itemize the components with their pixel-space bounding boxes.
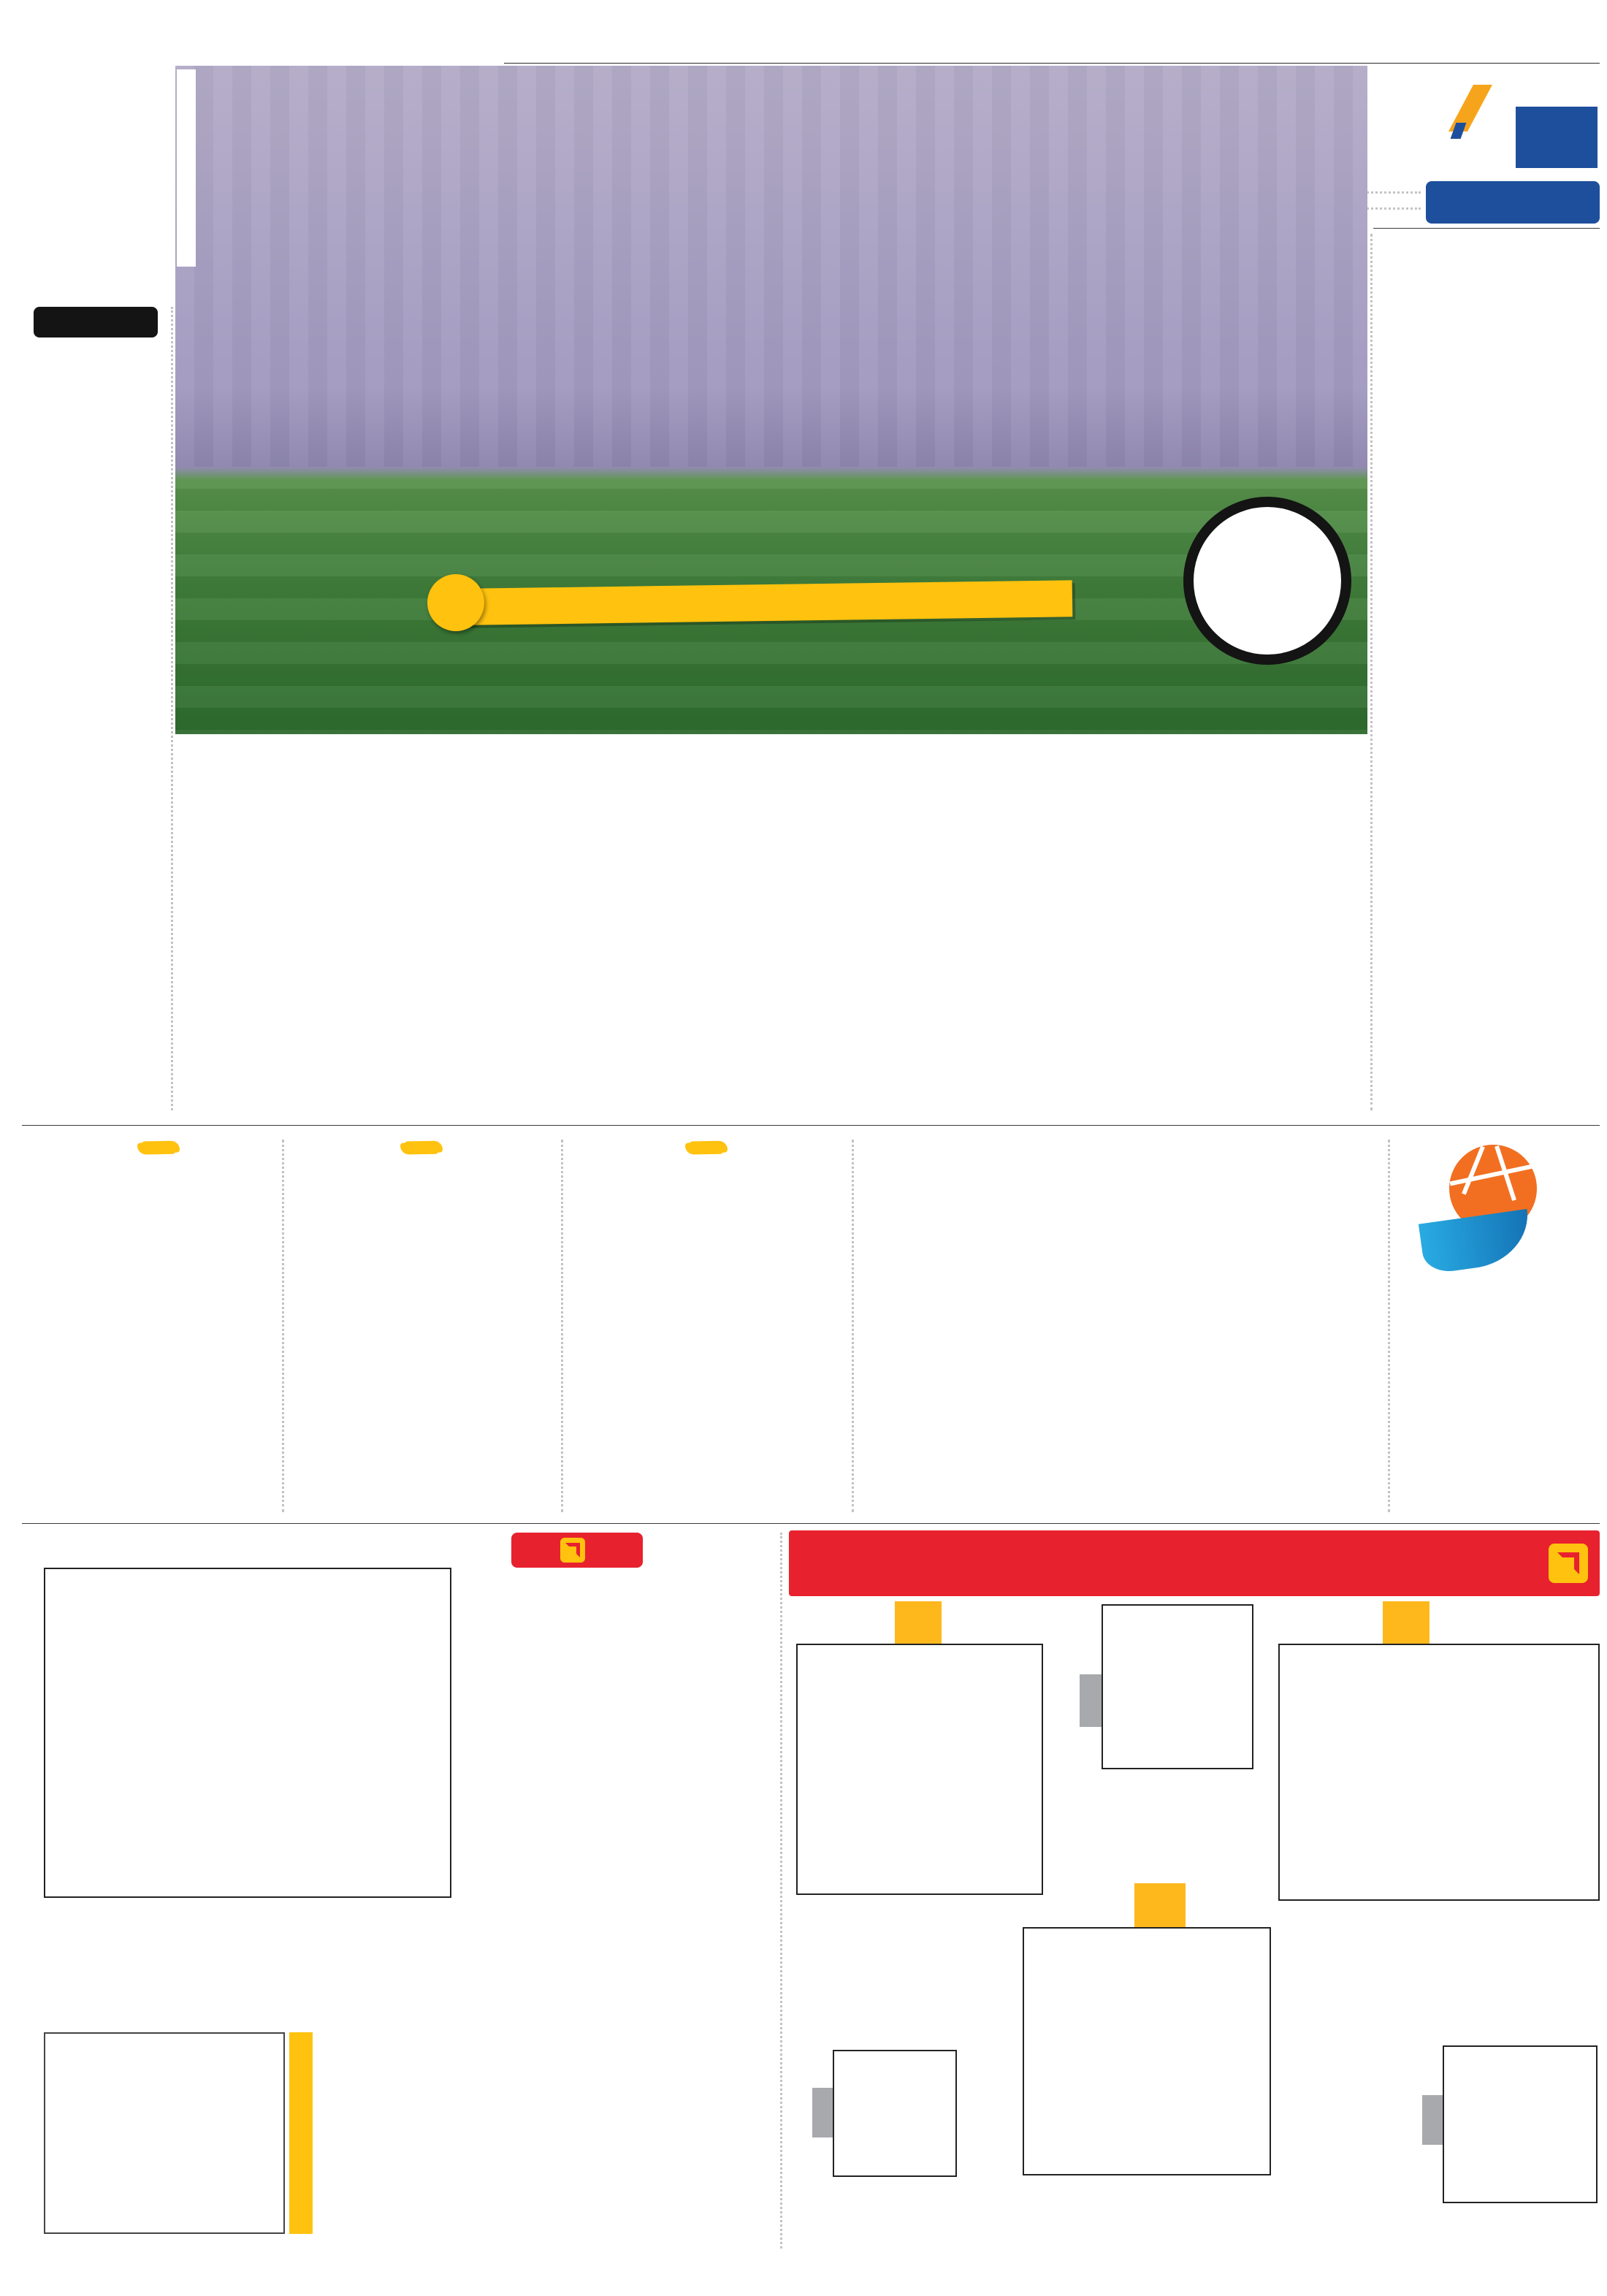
main-photo — [175, 66, 1367, 734]
section-rule-bottom — [22, 1523, 1600, 1524]
crossword-clues-bottom-1 — [625, 1914, 776, 2243]
clean-sheets-title-wrap — [44, 1141, 278, 1156]
sudoku-chip-icon — [1549, 1544, 1588, 1583]
puzzles-divider — [780, 1533, 782, 2249]
scorers-title — [690, 1141, 728, 1153]
crossword-clues-bottom-2 — [473, 1914, 614, 2243]
crossword-chip-icon — [560, 1538, 585, 1563]
solution-tab-hard — [1422, 2095, 1443, 2145]
league-panel — [1392, 1143, 1600, 1519]
sudoku-easy-tab — [1383, 1601, 1429, 1644]
right-article-rule — [1373, 228, 1600, 229]
crossword-clues-bottom-3 — [316, 1914, 462, 2243]
sidebar-divider — [171, 307, 173, 1110]
sudoku-medium-grid — [1023, 1927, 1271, 2175]
league-logo — [1392, 1143, 1600, 1289]
sudoku-header-bar — [789, 1530, 1600, 1596]
crossword-column-numbers — [44, 1547, 451, 1566]
clean-sheets-title — [142, 1141, 180, 1153]
sudoku-easy-grid — [1278, 1644, 1600, 1901]
main-article — [175, 745, 1366, 1110]
crossword-label-chip — [511, 1533, 643, 1568]
photo-crowd — [175, 66, 1367, 467]
sidebar-body — [22, 468, 168, 1110]
sudoku-hard-grid — [796, 1644, 1043, 1895]
scorers-title-wrap — [571, 1141, 846, 1156]
stats-divider-3 — [852, 1140, 854, 1512]
sudoku-hard-tab — [895, 1601, 942, 1644]
crossword-star — [453, 1547, 473, 1566]
solution-grid-hard — [1443, 2045, 1598, 2203]
phone-box — [1426, 181, 1600, 224]
right-article-body — [1373, 369, 1601, 1114]
solution-tab-easy — [812, 2088, 833, 2137]
crossword-clues-across — [640, 1576, 776, 1901]
arrow-circle-icon — [427, 574, 484, 631]
crossword-grid — [44, 1568, 451, 1898]
photo-credit — [177, 69, 196, 267]
crossword-solution-label — [289, 2032, 313, 2234]
sidebar-kicker — [34, 307, 158, 337]
passers-title — [405, 1141, 443, 1153]
sudoku-medium-tab — [1134, 1883, 1186, 1927]
pencil-icon — [1448, 85, 1492, 131]
solution-tab-medium — [1080, 1674, 1102, 1727]
league-logo-wave-icon — [1419, 1209, 1534, 1275]
crossword-row-numbers — [453, 1568, 473, 1898]
crossword-solution-grid — [44, 2032, 285, 2234]
section-rule-top — [22, 1125, 1600, 1126]
header-rule — [504, 63, 1600, 64]
stats-divider-2 — [561, 1140, 563, 1512]
solution-grid-medium — [1102, 1604, 1253, 1769]
page-number — [1516, 107, 1598, 168]
ball-graphic — [1183, 497, 1351, 665]
solution-grid-easy — [833, 2050, 957, 2177]
passers-title-wrap — [292, 1141, 555, 1156]
crossword-clues-down — [479, 1576, 630, 1901]
stats-divider-4 — [1388, 1140, 1390, 1512]
stats-divider-1 — [282, 1140, 284, 1512]
right-article-divider — [1370, 234, 1373, 1110]
